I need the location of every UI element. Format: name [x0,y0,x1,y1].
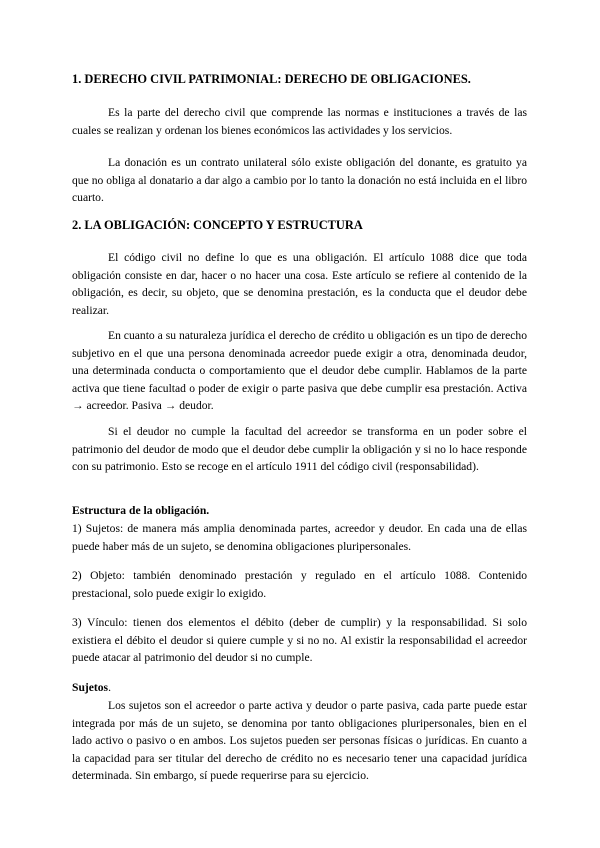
list-item-subjects: 1) Sujetos: de manera más amplia denominada partes, acreedor y deudor. En cada una de ellas puede haber más de un sujeto, se denomina obligaciones pluripersonales. [72,522,527,553]
list-item-bond: 3) Vínculo: tienen dos elementos el débito (deber de cumplir) y la responsabilidad. Si solo existiera el débito el deudor si quiere cumple y si no no. Al existir la responsabilidad el acreedor puede atacar al patrimonio del deudor si no cumple. [72,616,527,665]
subheading-subjects-label: Sujetos [72,681,109,694]
paragraph-donation: La donación es un contrato unilateral sólo existe obligación del donante, es gratuito ya que no obliga al donatario a dar algo a cambio por lo tanto la donación no está incluida en el libro cuarto. [72,156,527,205]
subheading-subjects-punct: . [108,681,111,694]
paragraph-responsibility: Si el deudor no cumple la facultad del acreedor se transforma en un poder sobre el patrimonio del deudor de modo que el deudor debe cumplir la obligación y si no lo hace responde con su patrimonio. Esto se recoge en el artículo 1911 del código civil (responsabilidad). [72,425,527,474]
paragraph-definition: Es la parte del derecho civil que comprende las normas e instituciones a través de las cuales se realizan y ordenan los bienes económicos las actividades y los servicios. [72,106,527,137]
list-item-object: 2) Objeto: también denominado prestación y regulado en el artículo 1088. Contenido prestacional, solo puede exigir lo exigido. [72,569,527,600]
subheading-subjects [72,679,527,697]
subheading-structure: Estructura de la obligación. [72,504,210,517]
paragraph-concept: El código civil no define lo que es una obligación. El artículo 1088 dice que toda obligación consiste en dar, hacer o no hacer una cosa. Este artículo se refiere al contenido de la obligación, es decir, su objeto, que se denomina prestación, es la conducta que el deudor debe realizar. [72,251,527,317]
paragraph-subjects: Los sujetos son el acreedor o parte activa y deudor o parte pasiva, cada parte puede estar integrada por más de un sujeto, se denomina por tanto obligaciones pluripersonales, bien en el lado activo o pasivo o en ambos. Los sujetos pueden ser personas físicas o jurídicas. En cuanto a la capacidad para ser titular del derecho de crédito no es necesario tener una capacidad jurídica determinada. Sin embargo, sí puede requerirse para su ejercicio. [72,699,527,783]
section-heading-2: 2. LA OBLIGACIÓN: CONCEPTO Y ESTRUCTURA [72,218,363,232]
paragraph-nature: En cuanto a su naturaleza jurídica el derecho de crédito u obligación es un tipo de derecho subjetivo en el que una persona denominada acreedor puede exigir a otra, denominada deudor, una determinada conducta o comportamiento que el deudor debe cumplir. Hablamos de la parte activa que tiene facultad o poder de exigir o parte pasiva que debe cumplir esa prestación. Activa → acreedor. Pasiva → deudor. [72,329,527,413]
section-heading-1: 1. DERECHO CIVIL PATRIMONIAL: DERECHO DE OBLIGACIONES. [72,72,471,86]
